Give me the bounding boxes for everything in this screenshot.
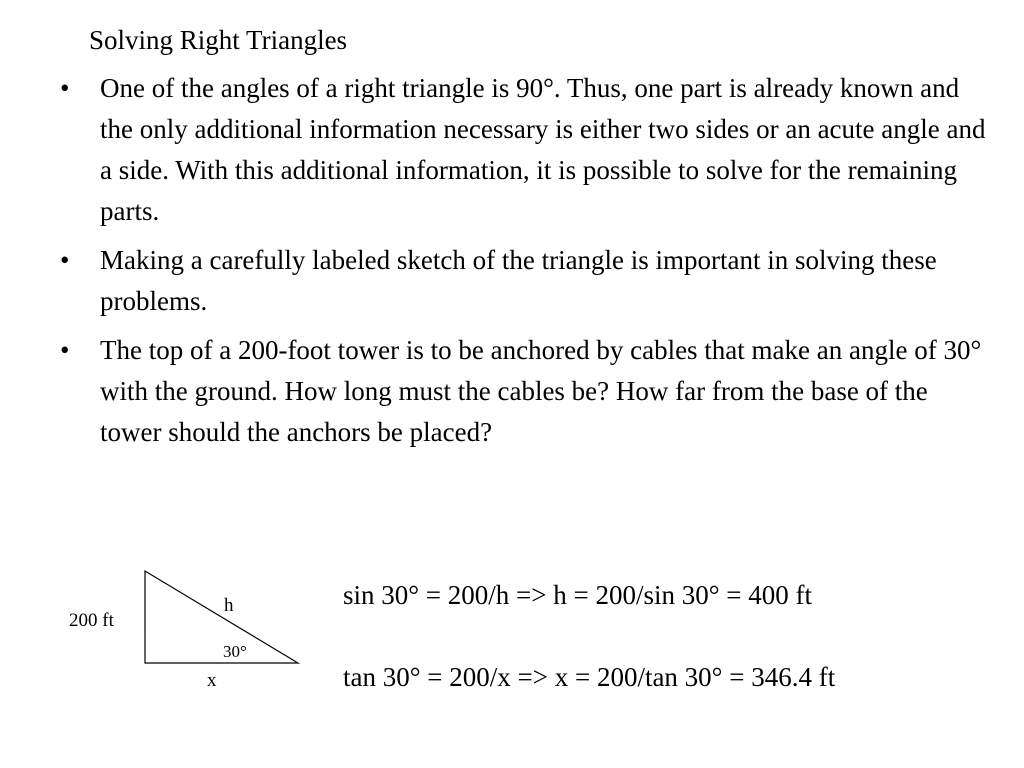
slide-title: Solving Right Triangles — [89, 25, 348, 55]
bullet-icon: • — [60, 245, 70, 275]
bullet-item — [60, 68, 990, 232]
bullet-item — [60, 330, 990, 453]
base-label: x — [207, 670, 217, 691]
bullet-icon: • — [60, 73, 70, 103]
height-label: 200 ft — [69, 610, 114, 631]
right-triangle-diagram — [60, 565, 310, 695]
tangent-equation: tan 30° = 200/x => x = 200/tan 30° = 346.4 ft — [343, 662, 836, 692]
hypotenuse-label: h — [224, 595, 234, 616]
triangle-shape — [145, 571, 298, 663]
angle-label: 30° — [223, 642, 247, 661]
bullet-text: The top of a 200-foot tower is to be anchored by cables that make an angle of 30° with the ground. How long must the cables be? How far from the base of the tower should the anchors be placed? — [100, 335, 982, 447]
bullet-item — [60, 240, 990, 322]
bullet-text: One of the angles of a right triangle is 90°. Thus, one part is already known and the only additional information necessary is either two sides or an acute angle and a side. With this additional information, it is possible to solve for the remaining parts. — [100, 73, 986, 226]
bullet-icon: • — [60, 335, 70, 365]
bullet-list — [60, 68, 990, 461]
bullet-text: Making a carefully labeled sketch of the triangle is important in solving these problems. — [100, 245, 937, 316]
sine-equation: sin 30° = 200/h => h = 200/sin 30° = 400 ft — [343, 580, 812, 610]
